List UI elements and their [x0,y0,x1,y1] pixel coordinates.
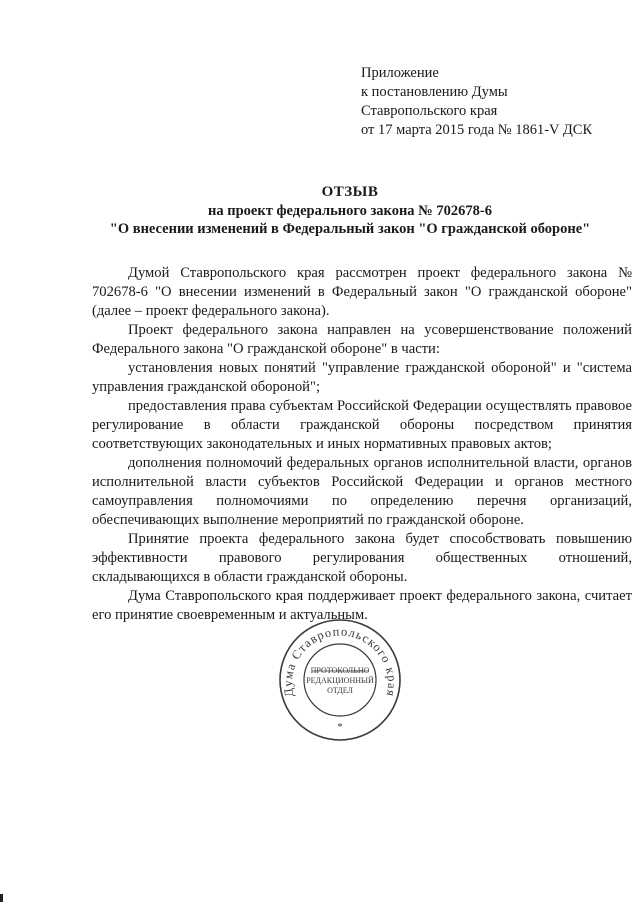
body-paragraph-2: Проект федерального закона направлен на усовершенствование положений Федерального закона "О гражданской обороне" в части: [92,322,632,357]
document-body [92,264,632,625]
document-subtitle-1: на проект федерального закона № 702678-6 [208,203,492,219]
body-paragraph-4: предоставления права субъектам Российской Федерации осуществлять правовое регулирование в области гражданской обороны посредством принятия соответствующих законодательных и иных нормативных правовых актов; [92,398,632,452]
appendix-line-1: Приложение [361,65,439,81]
body-paragraph-3: установления новых понятий "управление гражданской обороной" и "система управления гражданской обороной"; [92,360,632,395]
scan-edge-mark [0,894,3,902]
body-paragraph-5: дополнения полномочий федеральных органов исполнительной власти, органов исполнительной власти субъектов Российской Федерации и органов местного самоуправления полномочиями по определению перечня организаций, обеспечивающих выполнение мероприятий по гражданской обороне. [92,455,632,528]
body-paragraph-1: Думой Ставропольского края рассмотрен проект федерального закона № 702678-6 "О внесении изменений в Федеральный закон "О гражданской обороне" (далее – проект федерального закона). [92,265,632,319]
stamp-inner-line-2: РЕДАКЦИОННЫЙ [306,676,374,685]
stamp-ring-text: Дума Ставропольского края [280,624,400,699]
stamp-inner-line-3: ОТДЕЛ [327,686,353,695]
appendix-header [361,64,621,140]
official-stamp [278,618,402,742]
body-paragraph-7: Дума Ставропольского края поддерживает проект федерального закона, считает его принятие своевременным и актуальным. [92,588,632,623]
stamp-seal-icon [278,618,402,742]
body-paragraph-6: Принятие проекта федерального закона будет способствовать повышению эффективности правового регулирования общественных отношений, складывающихся в области гражданской обороны. [92,531,632,585]
appendix-line-4: от 17 марта 2015 года № 1861-V ДСК [361,122,593,138]
appendix-line-3: Ставропольского края [361,103,498,119]
document-subtitle-2: "О внесении изменений в Федеральный закон "О гражданской обороне" [109,221,591,237]
document-title: ОТЗЫВ [321,184,379,200]
stamp-star-icon: * [337,721,343,733]
document-title-block [60,182,640,238]
appendix-line-2: к постановлению Думы [361,84,508,100]
stamp-inner-line-1: ПРОТОКОЛЬНО [310,666,370,675]
